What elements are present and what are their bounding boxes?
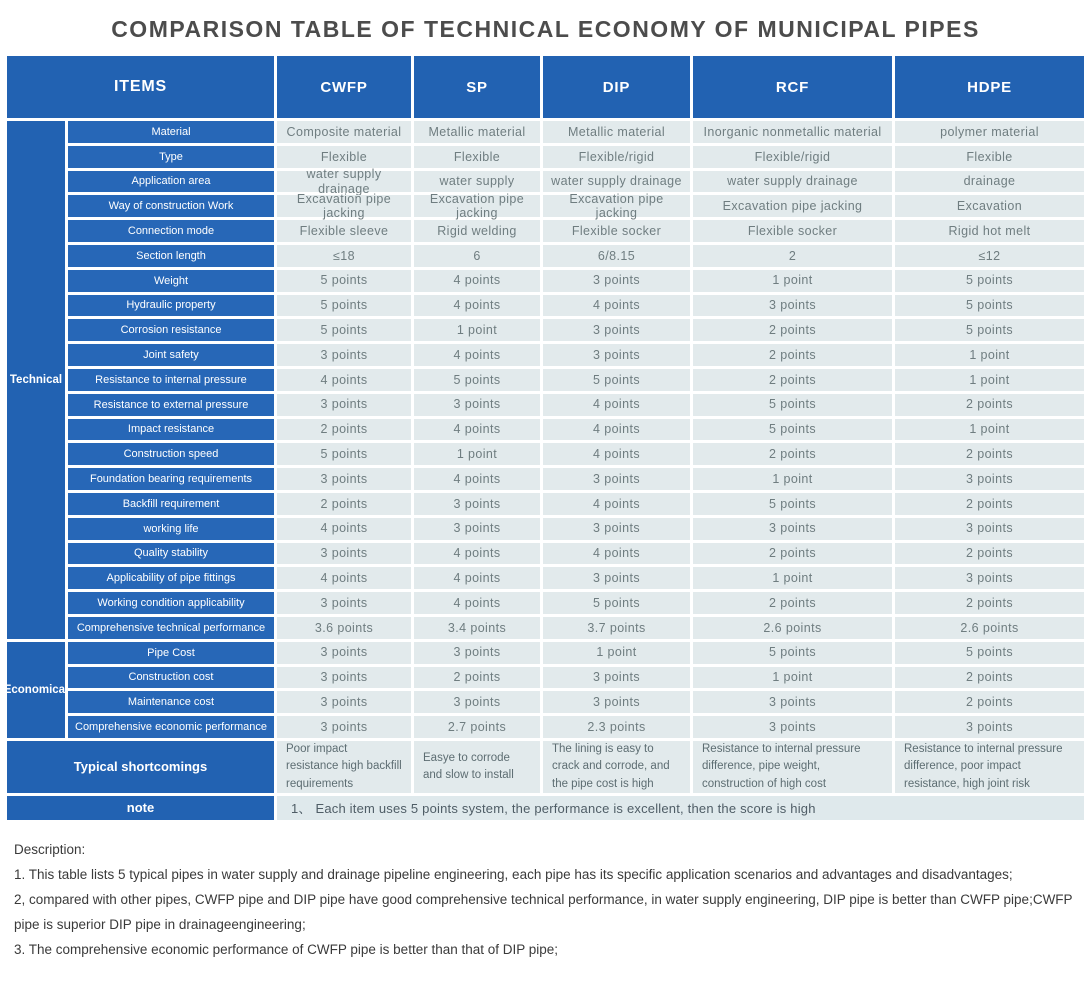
data-cell: water supply drainage: [277, 171, 411, 193]
data-cell: Excavation pipe jacking: [414, 195, 540, 217]
data-cell: Metallic material: [414, 121, 540, 143]
description-line: 1. This table lists 5 typical pipes in water supply and drainage pipeline engineering, each pipe has its specific application scenarios and advantages and disadvantages;: [14, 866, 1013, 882]
data-cell: 6: [414, 245, 540, 267]
row-label: Construction cost: [68, 667, 274, 689]
data-cell: 2 points: [693, 344, 892, 366]
row-label: Quality stability: [68, 543, 274, 565]
data-cell: 5 points: [693, 419, 892, 441]
data-cell: Flexible socker: [693, 220, 892, 242]
data-cell: 3 points: [543, 667, 690, 689]
data-cell: 1 point: [693, 667, 892, 689]
row-label: Weight: [68, 270, 274, 292]
data-cell: water supply: [414, 171, 540, 193]
data-cell: ≤12: [895, 245, 1084, 267]
data-cell: 1 point: [895, 344, 1084, 366]
data-cell: 5 points: [414, 369, 540, 391]
column-header-hdpe: HDPE: [895, 56, 1084, 118]
data-cell: 5 points: [693, 493, 892, 515]
row-label: Applicability of pipe fittings: [68, 567, 274, 589]
description-line: 2, compared with other pipes, CWFP pipe and DIP pipe have good comprehensive technical performance, in water supply engineering, DIP pipe is better than CWFP pipe;CWFP pipe is superior DIP pipe in drainageengineering;: [14, 891, 1073, 932]
data-cell: Flexible sleeve: [277, 220, 411, 242]
data-cell: 3 points: [277, 716, 411, 738]
description: [14, 838, 1076, 993]
data-cell: 5 points: [693, 394, 892, 416]
data-cell: 4 points: [277, 567, 411, 589]
data-cell: 3 points: [277, 642, 411, 664]
data-cell: 3 points: [543, 518, 690, 540]
data-cell: 4 points: [543, 493, 690, 515]
data-cell: 3 points: [414, 493, 540, 515]
data-cell: 2 points: [277, 419, 411, 441]
data-cell: 4 points: [543, 419, 690, 441]
data-cell: 3 points: [277, 667, 411, 689]
shortcomings-cell: Poor impact resistance high backfill requirements: [277, 741, 411, 793]
data-cell: 3 points: [543, 468, 690, 490]
data-cell: 3 points: [277, 394, 411, 416]
data-cell: 2: [693, 245, 892, 267]
row-label: Construction speed: [68, 443, 274, 465]
row-label: Material: [68, 121, 274, 143]
data-cell: 5 points: [543, 592, 690, 614]
data-cell: 3 points: [693, 518, 892, 540]
shortcomings-cell: Easye to corrode and slow to install: [414, 741, 540, 793]
row-label: Impact resistance: [68, 419, 274, 441]
description-heading: Description:: [14, 841, 86, 857]
data-cell: Excavation: [895, 195, 1084, 217]
data-cell: 1 point: [895, 419, 1084, 441]
comparison-table: [3, 56, 1084, 820]
data-cell: ≤18: [277, 245, 411, 267]
row-label: Joint safety: [68, 344, 274, 366]
data-cell: 3 points: [277, 344, 411, 366]
data-cell: 3 points: [277, 468, 411, 490]
data-cell: 3 points: [693, 691, 892, 713]
data-cell: 2 points: [895, 592, 1084, 614]
data-cell: 3 points: [895, 468, 1084, 490]
data-cell: 2 points: [895, 394, 1084, 416]
row-label: working life: [68, 518, 274, 540]
data-cell: 4 points: [543, 443, 690, 465]
data-cell: 2.7 points: [414, 716, 540, 738]
data-cell: 3 points: [895, 567, 1084, 589]
data-cell: water supply drainage: [693, 171, 892, 193]
data-cell: 2 points: [895, 493, 1084, 515]
data-cell: 3 points: [277, 592, 411, 614]
row-label: Type: [68, 146, 274, 168]
data-cell: 3.4 points: [414, 617, 540, 639]
data-cell: 3 points: [693, 716, 892, 738]
data-cell: 3 points: [543, 691, 690, 713]
data-cell: Flexible/rigid: [693, 146, 892, 168]
data-cell: 1 point: [414, 443, 540, 465]
data-cell: Flexible socker: [543, 220, 690, 242]
column-header-dip: DIP: [543, 56, 690, 118]
row-label: Foundation bearing requirements: [68, 468, 274, 490]
row-label: Working condition applicability: [68, 592, 274, 614]
data-cell: 1 point: [693, 567, 892, 589]
data-cell: 3 points: [693, 295, 892, 317]
row-label: Corrosion resistance: [68, 319, 274, 341]
data-cell: 5 points: [895, 642, 1084, 664]
data-cell: 5 points: [895, 270, 1084, 292]
data-cell: 3 points: [543, 344, 690, 366]
data-cell: Excavation pipe jacking: [277, 195, 411, 217]
data-cell: 5 points: [543, 369, 690, 391]
data-cell: 3 points: [277, 691, 411, 713]
data-cell: Flexible/rigid: [543, 146, 690, 168]
data-cell: 2.3 points: [543, 716, 690, 738]
data-cell: 1 point: [895, 369, 1084, 391]
row-label: Hydraulic property: [68, 295, 274, 317]
data-cell: 3 points: [414, 518, 540, 540]
data-cell: 4 points: [277, 518, 411, 540]
row-label: Way of construction Work: [68, 195, 274, 217]
column-header-items: ITEMS: [7, 56, 274, 118]
data-cell: 2.6 points: [693, 617, 892, 639]
data-cell: 3 points: [414, 691, 540, 713]
row-label: Maintenance cost: [68, 691, 274, 713]
data-cell: 2 points: [693, 369, 892, 391]
shortcomings-cell: Resistance to internal pressure difference, pipe weight, construction of high cost: [693, 741, 892, 793]
data-cell: 4 points: [543, 394, 690, 416]
data-cell: 2 points: [895, 691, 1084, 713]
data-cell: 6/8.15: [543, 245, 690, 267]
row-label: Application area: [68, 171, 274, 193]
row-label: Comprehensive technical performance: [68, 617, 274, 639]
data-cell: Inorganic nonmetallic material: [693, 121, 892, 143]
row-label: Resistance to external pressure: [68, 394, 274, 416]
data-cell: 4 points: [414, 592, 540, 614]
data-cell: 3.6 points: [277, 617, 411, 639]
data-cell: Excavation pipe jacking: [693, 195, 892, 217]
data-cell: 1 point: [543, 642, 690, 664]
data-cell: 5 points: [277, 295, 411, 317]
data-cell: 2 points: [277, 493, 411, 515]
data-cell: 4 points: [414, 344, 540, 366]
data-cell: Composite material: [277, 121, 411, 143]
data-cell: 5 points: [277, 319, 411, 341]
data-cell: 3 points: [414, 394, 540, 416]
data-cell: Metallic material: [543, 121, 690, 143]
data-cell: Flexible: [895, 146, 1084, 168]
data-cell: 3 points: [277, 543, 411, 565]
data-cell: Rigid welding: [414, 220, 540, 242]
row-label: Connection mode: [68, 220, 274, 242]
data-cell: 1 point: [414, 319, 540, 341]
data-cell: water supply drainage: [543, 171, 690, 193]
data-cell: 3 points: [414, 642, 540, 664]
data-cell: 5 points: [895, 295, 1084, 317]
row-label: Section length: [68, 245, 274, 267]
data-cell: 2 points: [693, 592, 892, 614]
page-title: COMPARISON TABLE OF TECHNICAL ECONOMY OF MUNICIPAL PIPES: [111, 16, 980, 42]
group-label-technical: Technical: [7, 121, 65, 639]
data-cell: 2.6 points: [895, 617, 1084, 639]
column-header-sp: SP: [414, 56, 540, 118]
data-cell: 1 point: [693, 270, 892, 292]
data-cell: 3.7 points: [543, 617, 690, 639]
data-cell: 4 points: [414, 295, 540, 317]
data-cell: 2 points: [693, 319, 892, 341]
data-cell: 3 points: [895, 518, 1084, 540]
data-cell: Flexible: [277, 146, 411, 168]
group-label-economical: Economical: [7, 642, 65, 738]
data-cell: drainage: [895, 171, 1084, 193]
data-cell: 4 points: [414, 468, 540, 490]
data-cell: 2 points: [895, 443, 1084, 465]
data-cell: 5 points: [277, 443, 411, 465]
data-cell: 5 points: [693, 642, 892, 664]
data-cell: polymer material: [895, 121, 1084, 143]
data-cell: 4 points: [414, 567, 540, 589]
data-cell: 2 points: [693, 443, 892, 465]
data-cell: 5 points: [277, 270, 411, 292]
row-label: Backfill requirement: [68, 493, 274, 515]
data-cell: 2 points: [693, 543, 892, 565]
data-cell: Excavation pipe jacking: [543, 195, 690, 217]
data-cell: 2 points: [414, 667, 540, 689]
data-cell: 4 points: [414, 270, 540, 292]
description-line: 3. The comprehensive economic performance of CWFP pipe is better than that of DIP pipe;: [14, 941, 559, 957]
note-value: 1、 Each item uses 5 points system, the performance is excellent, then the score is high: [277, 796, 1084, 820]
data-cell: 3 points: [543, 270, 690, 292]
data-cell: Rigid hot melt: [895, 220, 1084, 242]
shortcomings-cell: Resistance to internal pressure difference, poor impact resistance, high joint risk: [895, 741, 1084, 793]
data-cell: 3 points: [543, 319, 690, 341]
data-cell: 2 points: [895, 667, 1084, 689]
data-cell: 4 points: [277, 369, 411, 391]
data-cell: 3 points: [895, 716, 1084, 738]
data-cell: 3 points: [543, 567, 690, 589]
data-cell: 4 points: [543, 543, 690, 565]
data-cell: 5 points: [895, 319, 1084, 341]
shortcomings-cell: The lining is easy to crack and corrode, and the pipe cost is high: [543, 741, 690, 793]
data-cell: 2 points: [895, 543, 1084, 565]
data-cell: 4 points: [414, 419, 540, 441]
row-label: Comprehensive economic performance: [68, 716, 274, 738]
column-header-rcf: RCF: [693, 56, 892, 118]
data-cell: 1 point: [693, 468, 892, 490]
data-cell: 4 points: [543, 295, 690, 317]
row-label: Resistance to internal pressure: [68, 369, 274, 391]
data-cell: 4 points: [414, 543, 540, 565]
shortcomings-label: Typical shortcomings: [7, 741, 274, 793]
column-header-cwfp: CWFP: [277, 56, 411, 118]
data-cell: Flexible: [414, 146, 540, 168]
note-label: note: [7, 796, 274, 820]
row-label: Pipe Cost: [68, 642, 274, 664]
